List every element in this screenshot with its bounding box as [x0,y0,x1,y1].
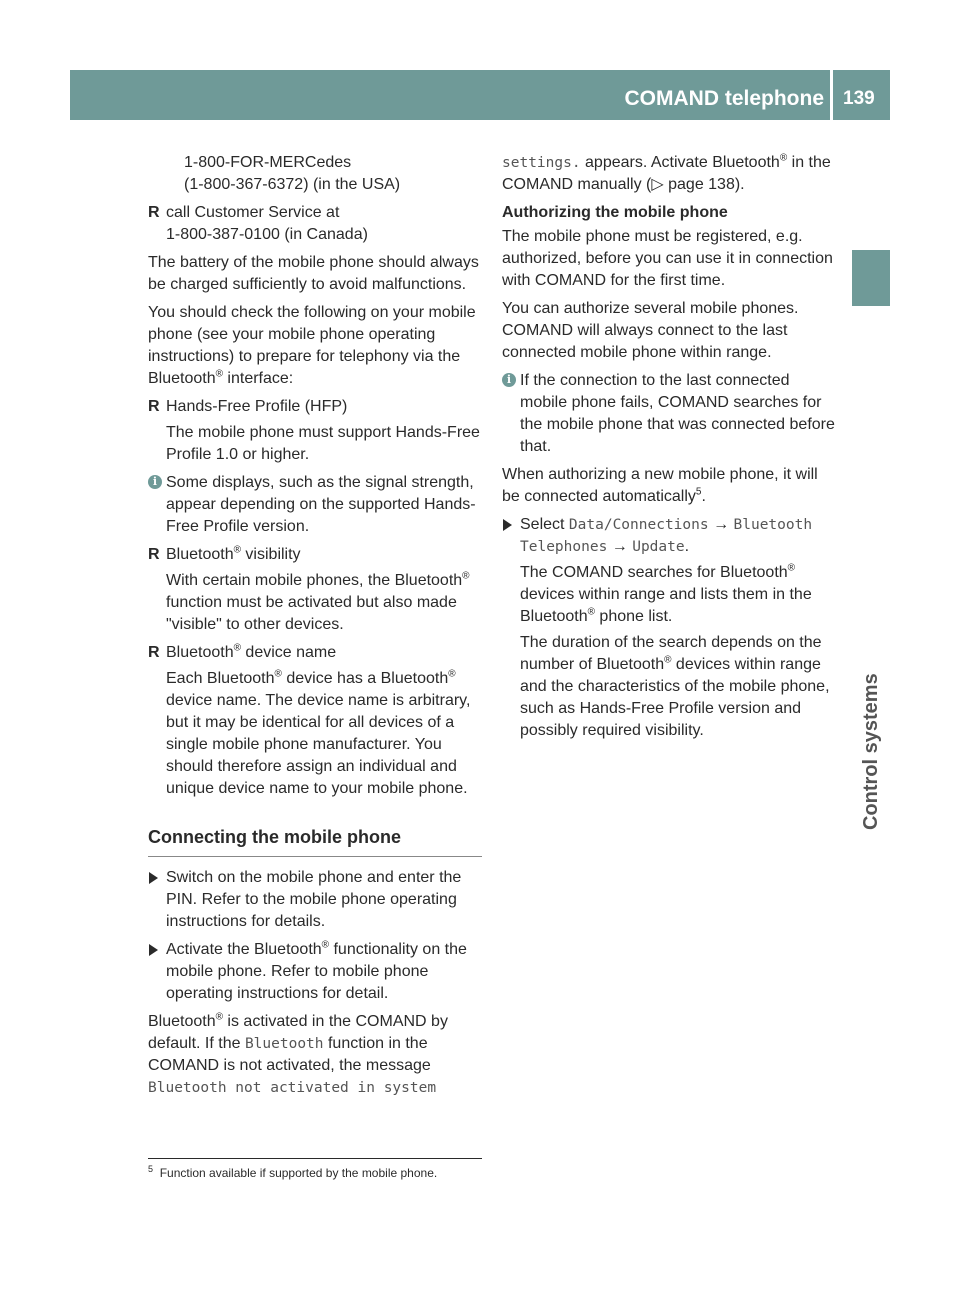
menu-path: Data/Connections [568,517,709,533]
paragraph-authorize-1: The mobile phone must be registered, e.g. authorized, before you can use it in connection with COMAND for the first time. [502,228,833,289]
menu-arrow-icon: → [611,538,628,555]
step-arrow-icon [149,944,158,956]
bullet-title: Bluetooth® device name [166,642,337,661]
note-text: If the connection to the last connected mobile phone fails, COMAND searches for the mobile phone that was connected before that. [520,372,835,455]
step-item [148,867,482,933]
bullet-visibility [148,544,482,636]
step-item [148,939,482,1005]
step-text: Activate the Bluetooth® functionality on the mobile phone. Refer to mobile phone operating instructions for detail. [166,939,467,1002]
side-tab-label: Control systems [860,673,882,830]
step-arrow-icon [503,519,512,531]
bullet-text: 1-800-387-0100 (in Canada) [166,226,368,243]
note-text: Some displays, such as the signal strength, appear depending on the supported Hands-Free Profile version. [166,474,476,535]
bullet-text: With certain mobile phones, the Bluetooth® function must be activated but also made "visible" to other devices. [166,570,470,633]
step-result: The duration of the search depends on the number of Bluetooth® devices within range and the characteristics of the mobile phone, such as Hands-Free Profile version and possibly required visibility. [520,634,830,739]
paragraph-continued: settings. appears. Activate Bluetooth® in the COMAND manually (▷ page 138). [502,152,831,193]
bullet-marker: R [148,398,160,415]
bullet-marker: R [148,204,160,221]
page-reference-icon: ▷ [651,176,664,193]
info-note [502,370,836,458]
footnote-divider [148,1158,482,1159]
right-column [502,152,836,748]
bullet-hfp [148,396,482,466]
continued-number-line: (1-800-367-6372) (in the USA) [184,176,401,193]
bullet-title: Bluetooth® visibility [166,544,301,563]
subheading-authorizing: Authorizing the mobile phone [502,204,728,221]
section-title: COMAND telephone [624,87,824,110]
paragraph-battery: The battery of the mobile phone should always be charged sufficiently to avoid malfunctions. [148,254,479,293]
step-text: Select Data/Connections → Bluetooth Telephones → Update. [520,516,813,555]
step-text: Switch on the mobile phone and enter the PIN. Refer to the mobile phone operating instructions for details. [166,869,462,930]
bullet-marker: R [148,644,160,661]
side-tab-marker [852,250,890,306]
paragraph-authorize-2: You can authorize several mobile phones. COMAND will always connect to the last connected mobile phone within range. [502,300,799,361]
bullet-marker: R [148,546,160,563]
bullet-call-service [148,202,482,246]
step-result: The COMAND searches for Bluetooth® devices within range and lists them in the Bluetooth® phone list. [520,562,812,625]
bullet-text: call Customer Service at [166,204,340,221]
bullet-title: Hands-Free Profile (HFP) [166,398,348,415]
continued-number-line: 1-800-FOR-MERCedes [184,154,352,171]
bullet-device-name [148,642,482,800]
info-note [148,472,482,538]
paragraph-check: You should check the following on your mobile phone (see your mobile phone operating instructions) to prepare for telephony via the Bluetooth® interface: [148,304,476,387]
left-column [148,152,482,1105]
menu-path: Bluetooth Telephones [520,517,813,555]
info-icon: i [502,373,516,387]
footnote-reference: 5 [695,486,702,498]
menu-path: Update [632,539,685,555]
paragraph-auto-connect: When authorizing a new mobile phone, it will be connected automatically$^5$. [502,466,818,505]
menu-arrow-icon: → [713,516,730,533]
footnote: $^5$ Function available if supported by the mobile phone. [148,1164,438,1180]
step-item [502,514,836,742]
info-icon: i [148,475,162,489]
section-heading: Connecting the mobile phone [148,826,482,857]
page-number: 139 [843,88,875,109]
step-arrow-icon [149,872,158,884]
paragraph-bluetooth-default: Bluetooth® is activated in the COMAND by default. If the Bluetooth function in the COMAND is not activated, the message Bluetooth not activated in system [148,1011,448,1096]
bullet-text: The mobile phone must support Hands-Free Profile 1.0 or higher. [166,424,480,463]
bullet-text: Each Bluetooth® device has a Bluetooth® device name. The device name is arbitrary, but it may be identical for all devices of a single mobile phone manufacturer. You should therefore assign an individual and unique device name to your mobile phone. [166,668,471,797]
